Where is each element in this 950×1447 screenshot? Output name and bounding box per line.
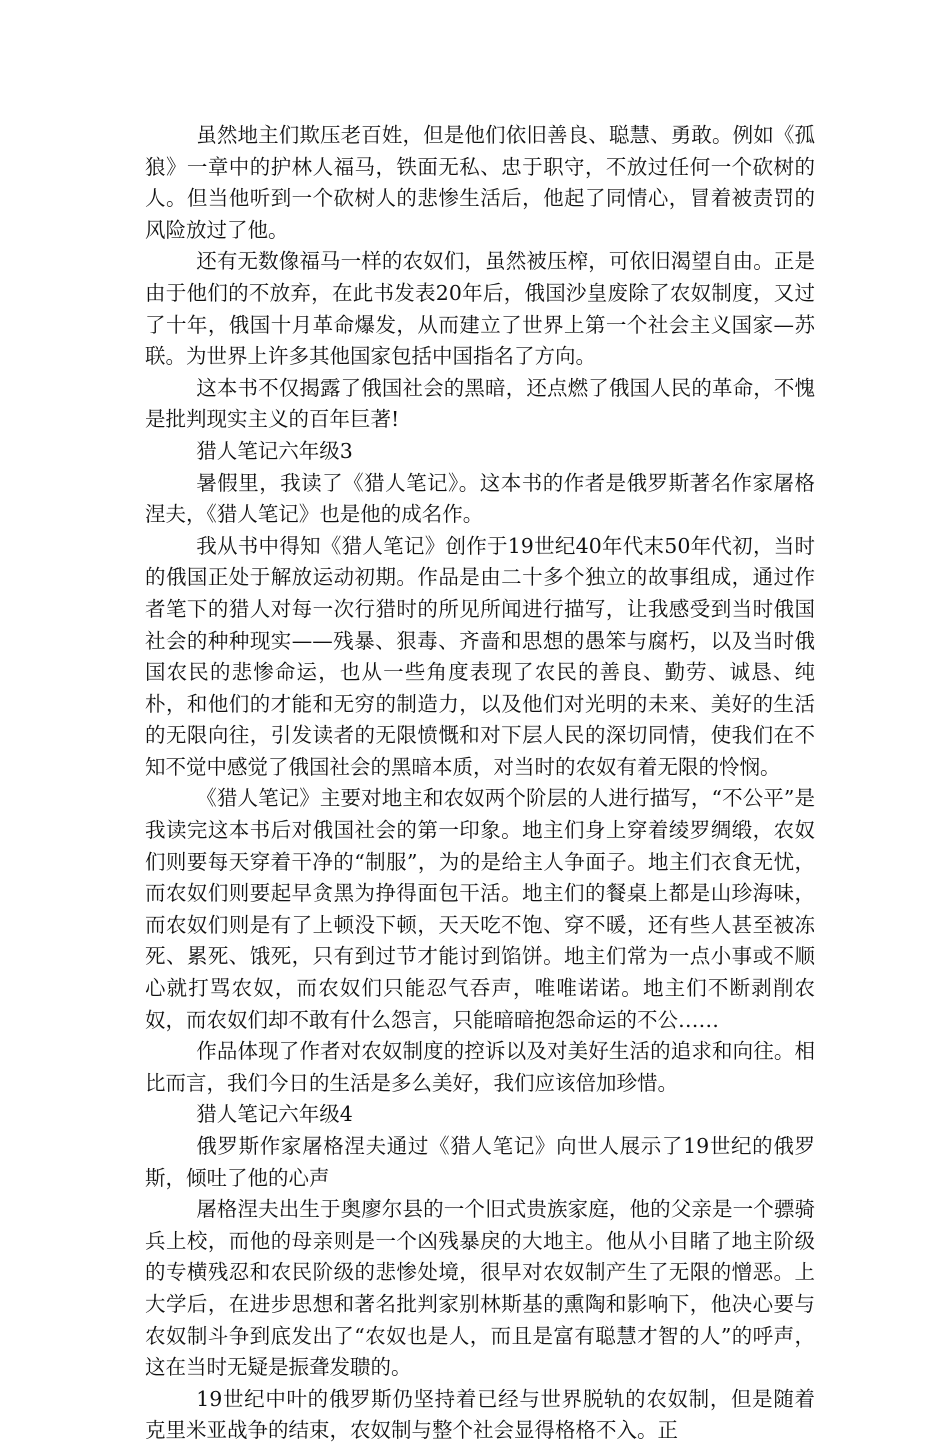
paragraph: 这本书不仅揭露了俄国社会的黑暗，还点燃了俄国人民的革命，不愧是批判现实主义的百年巨著! — [145, 375, 815, 432]
paragraph: 作品体现了作者对农奴制度的控诉以及对美好生活的追求和向往。相比而言，我们今日的生活是多么美好，我们应该倍加珍惜。 — [145, 1039, 815, 1095]
paragraph: 我从书中得知《猎人笔记》创作于19世纪40年代末50年代初，当时的俄国正处于解放运动初期。作品是由二十多个独立的故事组成，通过作者笔下的猎人对每一次行猎时的所见所闻进行描写，让我感受到当时俄国社会的种种现实——残暴、狠毒、齐啬和思想的愚笨与腐朽，以及当时俄国农民的悲惨命运，也从一些角度表现了农民的善良、勤劳、诚恳、纯朴，和他们的才能和无穷的制造力，以及他们对光明的未来、美好的生活的无限向往，引发读者的无限愤慨和对下层人民的深切同情，使我们在不知不觉中感觉了俄国社会的黑暗本质，对当时的农奴有着无限的怜悯。 — [145, 533, 815, 779]
paragraph: 屠格涅夫出生于奥廖尔县的一个旧式贵族家庭，他的父亲是一个骠骑兵上校，而他的母亲则是一个凶残暴戾的大地主。他从小目睹了地主阶级的专横残忍和农民阶级的悲惨处境，很早对农奴制产生了无限的憎恶。上大学后，在进步思想和著名批判家别林斯基的熏陶和影响下，他决心要与农奴制斗争到底发出了“农奴也是人，而且是富有聪慧才智的人”的呼声，这在当时无疑是振聋发聩的。 — [145, 1197, 815, 1380]
paragraph: 虽然地主们欺压老百姓，但是他们依旧善良、聪慧、勇敢。例如《孤狼》一章中的护林人福马，铁面无私、忠于职守，不放过任何一个砍树的人。但当他听到一个砍树人的悲惨生活后，他起了同情心，冒着被责罚的风险放过了他。 — [145, 123, 815, 242]
paragraph: 暑假里，我读了《猎人笔记》。这本书的作者是俄罗斯著名作家屠格涅夫，《猎人笔记》也是他的成名作。 — [145, 470, 815, 527]
paragraph: 俄罗斯作家屠格涅夫通过《猎人笔记》向世人展示了19世纪的俄罗斯，倾吐了他的心声 — [145, 1134, 815, 1190]
paragraph: 《猎人笔记》主要对地主和农奴两个阶层的人进行描写，“不公平”是我读完这本书后对俄国社会的第一印象。地主们身上穿着绫罗绸缎，农奴们则要每天穿着干净的“制服”，为的是给主人争面子。地主们衣食无忧，而农奴们则要起早贪黑为挣得面包干活。地主们的餐桌上都是山珍海味，而农奴们则是有了上顿没下顿，天天吃不饱、穿不暖，还有些人甚至被冻死、累死、饿死，只有到过节才能讨到馅饼。地主们常为一点小事或不顺心就打骂农奴，而农奴们只能忍气吞声，唯唯诺诺。地主们不断剥削农奴，而农奴们却不敢有什么怨言，只能暗暗抱怨命运的不公…… — [145, 786, 815, 1032]
document-body — [145, 120, 815, 1447]
paragraph: 还有无数像福马一样的农奴们，虽然被压榨，可依旧渴望自由。正是由于他们的不放弃，在此书发表20年后，俄国沙皇废除了农奴制度，又过了十年，俄国十月革命爆发，从而建立了世界上第一个社会主义国家—苏联。为世界上许多其他国家包括中国指名了方向。 — [145, 249, 815, 369]
section-heading: 猎人笔记六年级3 — [196, 438, 353, 463]
section-heading: 猎人笔记六年级4 — [196, 1102, 353, 1127]
paragraph: 19世纪中叶的俄罗斯仍坚持着已经与世界脱轨的农奴制，但是随着克里米亚战争的结束，农奴制与整个社会显得格格不入。正 — [145, 1386, 815, 1443]
